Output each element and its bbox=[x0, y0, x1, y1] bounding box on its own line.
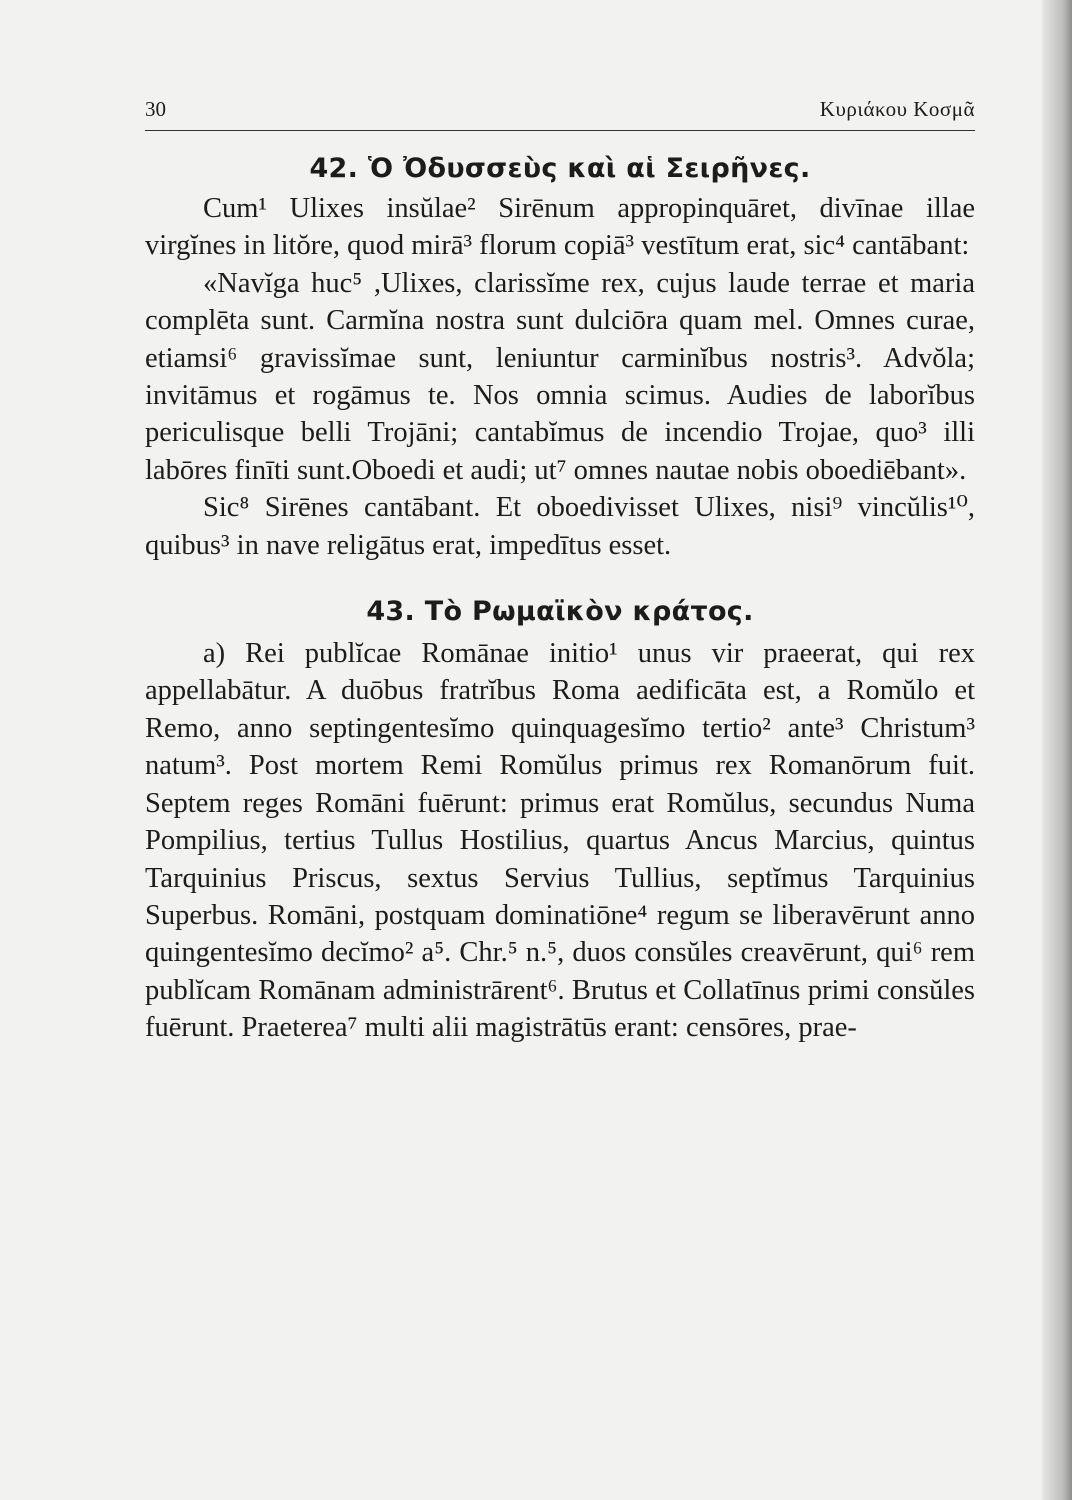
running-head-author: Κυριάκου Κοσμᾶ bbox=[819, 97, 975, 121]
page-edge-shadow bbox=[1042, 0, 1072, 1500]
section-42-title: 42. Ὁ Ὀδυσσεὺς καὶ αἱ Σειρῆνες. bbox=[309, 153, 811, 184]
section-43-paragraph-1: a) Rei publĭcae Romānae initio¹ unus vir praeerat, qui rex appellabātur. A duōbus fratrĭbus Roma aedificāta est, a Romŭlo et Remo, anno septingentesĭmo quinquagesĭmo tertio² ante³ Christum³ natum³. Post mortem Remi Romŭlus primus rex Romanōrum fuit. Septem reges Romāni fuērunt: primus erat Romŭlus, secundus Numa Pompilius, tertius Tullus Hostilius, quartus Ancus Marcius, quintus Tarquinius Priscus, sextus Servius Tullius, septĭmus Tarquinius Superbus. Romāni, postquam dominatiōne⁴ regum se liberavērunt anno quingentesĭmo decĭmo² a⁵. Chr.⁵ n.⁵, duos consŭles creavērunt, qui⁶ rem publĭcam Romānam administrārent⁶. Brutus et Collatīnus primi consŭles fuērunt. Praeterea⁷ multi alii magistrātūs erant: censōres, prae- bbox=[145, 638, 975, 1044]
section-42-paragraph-2: «Navĭga huc⁵ ,Ulixes, clarissĭme rex, cujus laude terrae et maria complēta sunt. Carmĭna nostra sunt dulciōra quam mel. Omnes curae, etiamsi⁶ gravissĭmae sunt, leniuntur carminĭbus nostris³. Advŏla; invitāmus et rogāmus te. Nos omnia scimus. Audies de laborĭbus periculisque belli Trojāni; cantabĭmus de incendio Trojae, quo³ illi labōres finīti sunt.Oboedi et audi; ut⁷ omnes nautae nobis oboediēbant». bbox=[145, 267, 975, 486]
section-42-paragraph-1: Cum¹ Ulixes insŭlae² Sirēnum appropinquāret, divīnae illae virgĭnes in litŏre, quod mirā³ florum copiā³ vestītum erat, sic⁴ cantābant: bbox=[145, 193, 975, 262]
running-header bbox=[145, 97, 975, 131]
section-43-title: 43. Τὸ Ρωμαϊκὸν κράτος. bbox=[366, 596, 754, 628]
page-number: 30 bbox=[145, 97, 166, 121]
section-42-paragraph-3: Sic⁸ Sirēnes cantābant. Et oboedivisset Ulixes, nisi⁹ vincŭlis¹⁰, quibus³ in nave religātus erat, impedītus esset. bbox=[145, 492, 975, 561]
book-page bbox=[145, 97, 975, 1047]
